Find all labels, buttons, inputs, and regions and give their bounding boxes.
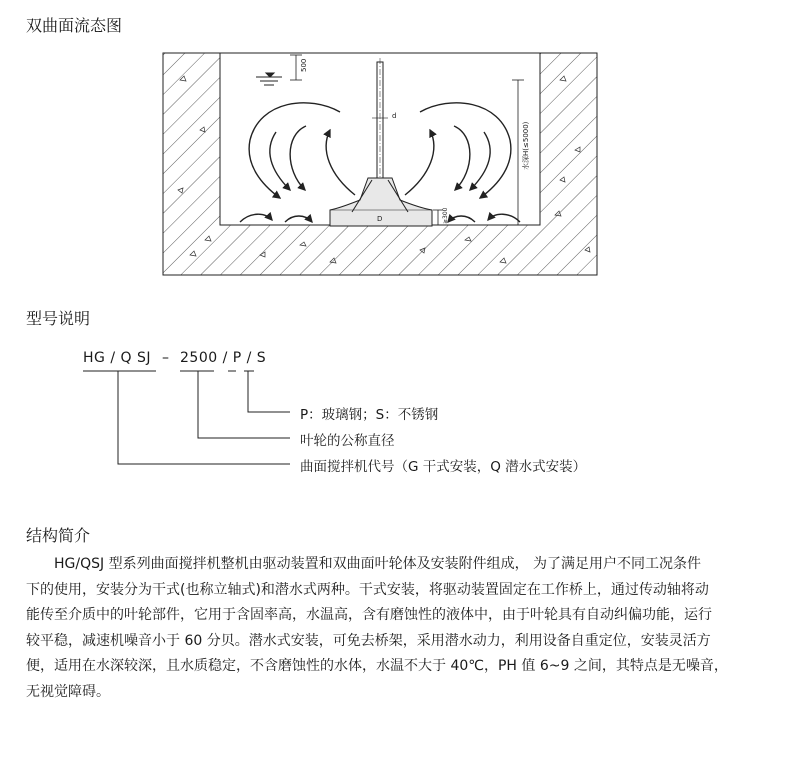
- shaft-diameter-label: d: [392, 112, 397, 120]
- flow-diagram-title: 双曲面流态图: [26, 16, 123, 35]
- model-code-size: 2500 / P / S: [180, 350, 267, 366]
- model-explanation-title: 型号说明: [26, 309, 91, 328]
- structure-line: 无视觉障碍。: [26, 683, 110, 700]
- structure-line: 较平稳，减速机噪音小于 60 分贝。潜水式安装，可免去桥架，采用潜水动力，利用设备自重定位，安装灵活方: [26, 632, 711, 649]
- model-code-dash: –: [162, 350, 170, 366]
- structure-description: [26, 552, 774, 705]
- structure-line: 下的使用，安装分为干式(也称立轴式)和潜水式两种。干式安装，将驱动装置固定在工作桥上，通过传动轴将动: [26, 581, 709, 598]
- structure-line: 便，适用在水深较深，且水质稳定，不含磨蚀性的水体，水温不大于 40℃，PH 值 6~9 之间，其特点是无噪音，: [26, 658, 728, 674]
- legend-mixer-code: 曲面搅拌机代号（G 干式安装，Q 潜水式安装）: [300, 459, 587, 475]
- structure-intro-title: 结构简介: [26, 526, 91, 545]
- clearance-label: ≥300: [442, 207, 449, 224]
- impeller-diameter-label: D: [377, 215, 383, 223]
- model-code-prefix: HG / Q SJ: [83, 350, 151, 366]
- flow-pattern-diagram: [0, 0, 800, 300]
- water-depth-label: 水深H(≤5000): [522, 121, 530, 170]
- legend-impeller-diameter: 叶轮的公称直径: [300, 433, 395, 449]
- structure-line: 能传至介质中的叶轮部件，它用于含固率高，水温高，含有磨蚀性的液体中，由于叶轮具有自动纠偏功能，运行: [26, 607, 712, 623]
- legend-material: P：玻璃钢；S：不锈钢: [300, 407, 439, 423]
- surface-depth-label: 500: [300, 58, 308, 72]
- structure-line: HG/QSJ 型系列曲面搅拌机整机由驱动装置和双曲面叶轮体及安装附件组成， 为了满足用户不同工况条件: [54, 556, 702, 572]
